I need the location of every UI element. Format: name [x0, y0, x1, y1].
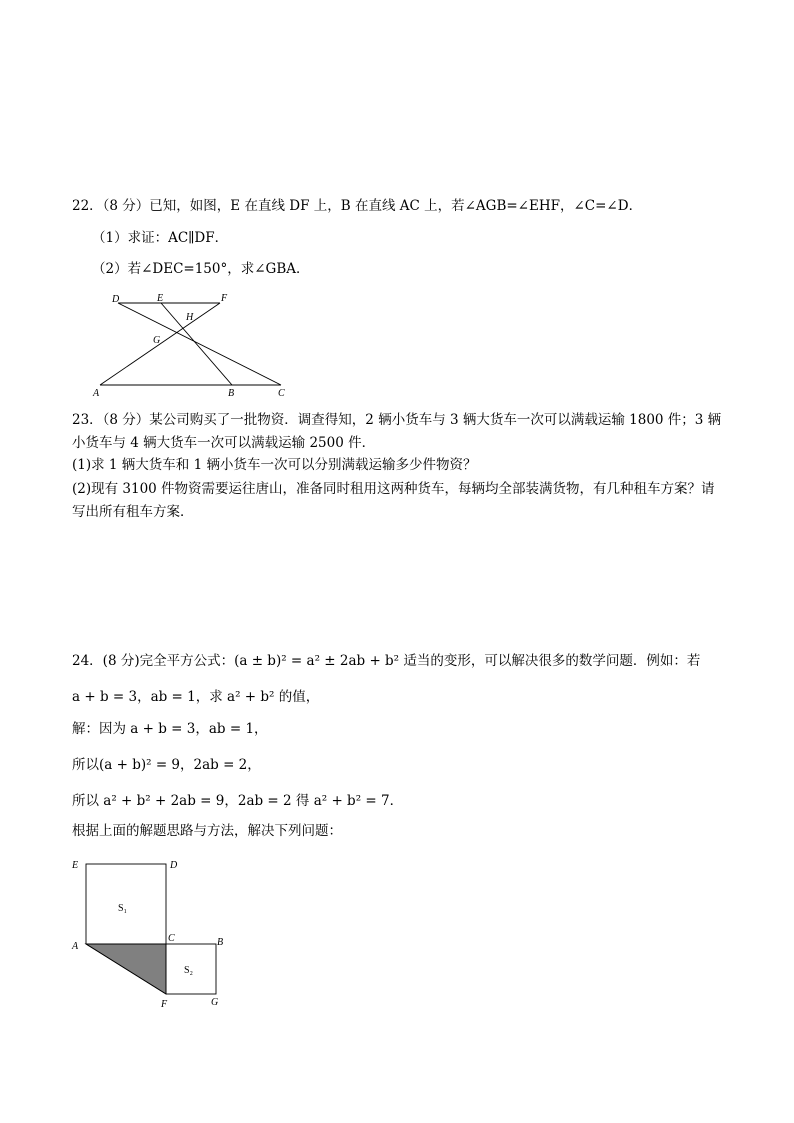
q24-stem-line1: 24．(8 分)完全平方公式：(a ± b)² = a² ± 2ab + b² 适当的变形，可以解决很多的数学问题．例如：若 — [72, 653, 701, 669]
q24-solution-line1: 解：因为 a + b = 3，ab = 1， — [72, 721, 268, 737]
label-B: B — [217, 937, 224, 948]
q24-figure — [66, 852, 236, 1014]
q23-part2-line2: 写出所有租车方案． — [72, 504, 194, 520]
label-E: E — [72, 860, 79, 871]
label-H: H — [186, 312, 194, 323]
label-B: B — [228, 388, 235, 399]
label-A: A — [72, 941, 79, 952]
label-E: E — [157, 293, 164, 304]
q24-instruction: 根据上面的解题思路与方法，解决下列问题： — [72, 823, 342, 839]
q24-stem-line2: a + b = 3，ab = 1，求 a² + b² 的值， — [72, 689, 320, 705]
label-A: A — [93, 388, 100, 399]
q23-stem-line2: 小货车与 4 辆大货车一次可以满载运输 2500 件． — [72, 435, 376, 451]
q22-part2: （2）若∠DEC=150°，求∠GBA． — [92, 261, 310, 277]
label-S1: S₁ — [118, 903, 128, 914]
q24-solution-line2: 所以(a + b)² = 9，2ab = 2， — [72, 757, 261, 773]
label-D: D — [170, 860, 178, 871]
q22-figure — [88, 290, 298, 402]
q22-part1: （1）求证：AC∥DF． — [92, 230, 229, 246]
label-D: D — [112, 294, 120, 305]
label-F: F — [221, 293, 228, 304]
q22-stem: 22．（8 分）已知，如图，E 在直线 DF 上，B 在直线 AC 上，若∠AGB=∠EHF，∠C=∠D． — [72, 198, 643, 214]
line-DC — [118, 303, 281, 385]
label-G: G — [211, 997, 219, 1008]
q24-solution-line3: 所以 a² + b² + 2ab = 9，2ab = 2 得 a² + b² = 7． — [72, 793, 404, 809]
line-EB — [161, 303, 232, 385]
q23-part2-line1: (2)现有 3100 件物资需要运往唐山，准备同时租用这两种货车，每辆均全部装满货物，有几种租车方案？请 — [72, 481, 715, 497]
q23-stem-line1: 23．（8 分）某公司购买了一批物资．调查得知，2 辆小货车与 3 辆大货车一次可以满载运输 1800 件；3 辆 — [72, 412, 722, 428]
label-C: C — [168, 933, 175, 944]
q23-part1: (1)求 1 辆大货车和 1 辆小货车一次可以分别满载运输多少件物资？ — [72, 457, 477, 473]
label-C: C — [278, 388, 285, 399]
label-G: G — [153, 335, 161, 346]
label-F: F — [161, 999, 168, 1010]
label-S2: S₂ — [184, 965, 194, 976]
